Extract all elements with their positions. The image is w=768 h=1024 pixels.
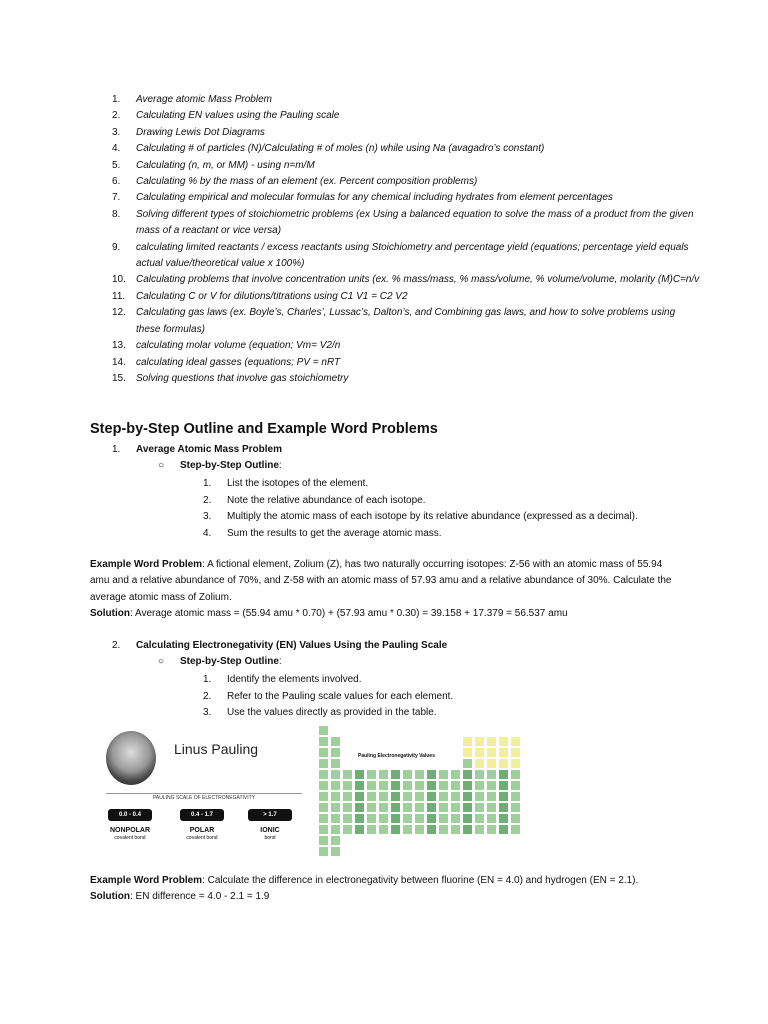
item-text: Average atomic Mass Problem — [136, 94, 272, 105]
table-cell — [510, 736, 521, 747]
outline-colon: : — [278, 656, 282, 667]
table-cell — [474, 824, 485, 835]
item-number: 2. — [203, 494, 212, 506]
table-cell — [366, 791, 377, 802]
table-cell — [390, 791, 401, 802]
item-number: 10. — [112, 274, 126, 286]
table-cell — [414, 769, 425, 780]
table-cell — [402, 791, 413, 802]
table-cell — [462, 758, 473, 769]
table-cell — [318, 813, 329, 824]
table-cell — [426, 791, 437, 802]
topic-item — [112, 190, 702, 206]
example-label: Example Word Problem — [90, 875, 203, 886]
table-cell — [366, 769, 377, 780]
item-number: 13. — [112, 340, 126, 352]
bond-range: > 1.7 — [248, 809, 292, 821]
item-number: 2. — [112, 110, 121, 122]
table-cell — [510, 747, 521, 758]
item-text: Identify the elements involved. — [227, 674, 362, 685]
table-cell — [510, 824, 521, 835]
example-text: : A fictional element, Zolium (Z), has two naturally occurring isotopes: Z-56 with an atomic mass of 55.94 amu and a relative abundance of 70%, and Z-58 with an atomic mass of 57.93 amu and a relative abundance of 30%. Calculate the average atomic mass of Zolium. — [90, 559, 672, 603]
table-cell — [510, 802, 521, 813]
table-cell — [342, 769, 353, 780]
item-text: Note the relative abundance of each isotope. — [227, 494, 426, 506]
table-cell — [342, 802, 353, 813]
table-cell — [330, 824, 341, 835]
section-2-title — [112, 640, 447, 651]
table-cell — [354, 780, 365, 791]
outline-label-text: Step-by-Step Outline — [180, 460, 279, 471]
table-cell — [498, 824, 509, 835]
item-text: Calculating % by the mass of an element (ex. Percent composition problems) — [136, 176, 478, 188]
item-number: 6. — [112, 176, 121, 188]
table-cell — [498, 736, 509, 747]
table-cell — [330, 791, 341, 802]
bond-ionic — [248, 809, 292, 841]
item-number: 5. — [112, 159, 121, 171]
table-cell — [378, 780, 389, 791]
table-cell — [498, 802, 509, 813]
topic-item — [112, 338, 702, 354]
bond-sub: bond — [264, 835, 276, 841]
topic-item — [112, 125, 702, 141]
table-cell — [330, 802, 341, 813]
item-number: 3. — [203, 511, 212, 523]
table-cell — [390, 802, 401, 813]
table-cell — [486, 769, 497, 780]
section-2-title-text: Calculating Electronegativity (EN) Values Using the Pauling Scale — [136, 640, 448, 651]
table-cell — [426, 813, 437, 824]
item-number: 14. — [112, 356, 126, 368]
table-cell — [378, 791, 389, 802]
section-2-solution — [90, 889, 680, 905]
item-text: calculating ideal gasses (equations; PV = nRT — [136, 356, 341, 368]
item-number: 1. — [203, 674, 212, 685]
item-number: 4. — [112, 143, 121, 155]
item-text: Multiply the atomic mass of each isotope by its relative abundance (expressed as a decimal). — [227, 511, 638, 523]
table-cell — [342, 813, 353, 824]
table-cell — [366, 813, 377, 824]
table-cell — [498, 769, 509, 780]
table-cell — [366, 780, 377, 791]
item-number: 15. — [112, 372, 126, 384]
table-cell — [450, 780, 461, 791]
table-cell — [486, 736, 497, 747]
table-cell — [402, 802, 413, 813]
bond-label: POLAR — [189, 827, 215, 834]
table-cell — [414, 824, 425, 835]
topic-item — [112, 289, 702, 305]
table-cell — [330, 736, 341, 747]
table-cell — [426, 802, 437, 813]
table-cell — [318, 747, 329, 758]
table-cell — [498, 791, 509, 802]
item-text: Calculating EN values using the Pauling scale — [136, 110, 340, 122]
item-number: 4. — [203, 527, 212, 539]
topic-item — [112, 92, 702, 108]
table-cell — [450, 802, 461, 813]
section-1-solution — [90, 606, 680, 622]
topic-item — [112, 158, 702, 174]
table-cell — [498, 813, 509, 824]
table-cell — [378, 802, 389, 813]
item-text: calculating limited reactants / excess reactants using Stoichiometry and percentage yield (equations; percentage yield equals actual value/theoretical value x 100%) — [136, 241, 689, 270]
section-2-steps — [203, 672, 453, 722]
table-cell — [414, 780, 425, 791]
table-cell — [486, 780, 497, 791]
table-cell — [474, 747, 485, 758]
table-cell — [510, 813, 521, 824]
topic-item — [112, 174, 702, 190]
solution-text: : EN difference = 4.0 - 2.1 = 1.9 — [130, 891, 270, 902]
table-cell — [318, 725, 329, 736]
table-cell — [390, 769, 401, 780]
step-item — [203, 705, 453, 722]
outline-colon: : — [278, 460, 282, 471]
item-text: calculating molar volume (equation; Vm= V2/n — [136, 340, 341, 352]
solution-label: Solution — [90, 608, 130, 619]
item-text: Solving questions that involve gas stoichiometry — [136, 372, 349, 384]
table-cell — [354, 813, 365, 824]
table-cell — [330, 758, 341, 769]
table-cell — [486, 802, 497, 813]
bond-range: 0.4 - 1.7 — [180, 809, 224, 821]
table-cell — [378, 813, 389, 824]
table-cell — [342, 824, 353, 835]
pauling-figure — [92, 725, 532, 853]
table-cell — [474, 813, 485, 824]
table-cell — [486, 758, 497, 769]
pauling-name: Linus Pauling — [174, 741, 259, 757]
table-cell — [462, 824, 473, 835]
section-2-number: 2. — [112, 640, 121, 651]
section-1-steps — [203, 476, 638, 542]
table-cell — [390, 780, 401, 791]
table-cell — [402, 769, 413, 780]
item-number: 2. — [203, 690, 212, 702]
bond-sub: covalent bond — [114, 835, 146, 841]
table-cell — [438, 824, 449, 835]
table-cell — [354, 802, 365, 813]
table-cell — [318, 780, 329, 791]
table-cell — [438, 769, 449, 780]
table-cell — [510, 791, 521, 802]
example-label: Example Word Problem — [90, 559, 203, 570]
table-title: Pauling Electronegativity Values — [358, 753, 435, 759]
table-cell — [330, 769, 341, 780]
table-cell — [510, 758, 521, 769]
table-cell — [330, 835, 341, 846]
table-cell — [402, 780, 413, 791]
step-item — [203, 509, 638, 526]
table-cell — [462, 791, 473, 802]
table-cell — [342, 780, 353, 791]
item-number: 1. — [203, 478, 212, 489]
item-number: 12. — [112, 307, 126, 319]
table-cell — [474, 791, 485, 802]
table-cell — [474, 736, 485, 747]
bond-label: NONPOLAR — [109, 827, 151, 834]
item-text: Drawing Lewis Dot Diagrams — [136, 126, 265, 138]
table-cell — [414, 802, 425, 813]
item-number: 3. — [203, 707, 212, 719]
table-cell — [318, 736, 329, 747]
item-number: 11. — [112, 290, 126, 302]
table-cell — [330, 846, 341, 857]
table-cell — [414, 791, 425, 802]
item-text: Calculating # of particles (N)/Calculating # of moles (n) while using Na (avagadro’s constant) — [136, 143, 545, 155]
table-cell — [402, 824, 413, 835]
table-cell — [366, 824, 377, 835]
table-cell — [426, 769, 437, 780]
item-text: Calculating empirical and molecular formulas for any chemical including hydrates from element percentages — [136, 192, 613, 204]
topic-item — [112, 141, 702, 157]
item-number: 3. — [112, 126, 121, 138]
bond-range: 0.0 - 0.4 — [108, 809, 152, 821]
example-text: : Calculate the difference in electronegativity between fluorine (EN = 4.0) and hydrogen (EN = 2.1). — [202, 875, 639, 886]
table-cell — [318, 769, 329, 780]
bullet-circle-icon: ○ — [158, 460, 165, 471]
item-number: 7. — [112, 192, 121, 204]
table-cell — [354, 769, 365, 780]
section-2-example — [90, 873, 680, 889]
table-cell — [498, 758, 509, 769]
pauling-card — [92, 725, 304, 853]
section-1-title — [112, 444, 282, 455]
table-cell — [366, 802, 377, 813]
table-cell — [438, 780, 449, 791]
table-cell — [318, 791, 329, 802]
section-1-example — [90, 557, 680, 606]
table-cell — [402, 813, 413, 824]
step-item — [203, 493, 638, 510]
topic-list — [112, 92, 702, 387]
step-item — [203, 526, 638, 543]
item-text: Solving different types of stoichiometric problems (ex Using a balanced equation to solve the mass of a product from the given mass of a reactant or vice versa) — [136, 208, 694, 237]
topic-item — [112, 272, 702, 288]
bond-polar — [180, 809, 224, 841]
table-cell — [462, 813, 473, 824]
table-cell — [390, 813, 401, 824]
table-cell — [354, 824, 365, 835]
section-2-outline-label — [158, 656, 282, 667]
table-cell — [486, 791, 497, 802]
periodic-table-image — [318, 725, 532, 853]
table-cell — [450, 791, 461, 802]
item-text: Calculating problems that involve concentration units (ex. % mass/mass, % mass/volume, % volume/volume, molarity (M)C=n/v — [136, 274, 700, 286]
table-cell — [318, 758, 329, 769]
item-text: List the isotopes of the element. — [227, 478, 369, 489]
table-cell — [414, 813, 425, 824]
table-cell — [438, 791, 449, 802]
table-cell — [498, 780, 509, 791]
table-cell — [330, 747, 341, 758]
table-cell — [474, 780, 485, 791]
topic-item — [112, 305, 702, 338]
topic-item — [112, 371, 702, 387]
table-cell — [438, 802, 449, 813]
table-cell — [462, 747, 473, 758]
table-cell — [450, 813, 461, 824]
table-cell — [330, 813, 341, 824]
outline-label-text: Step-by-Step Outline — [180, 656, 279, 667]
table-cell — [318, 835, 329, 846]
table-cell — [510, 780, 521, 791]
portrait-image — [106, 731, 156, 785]
table-cell — [486, 747, 497, 758]
table-cell — [450, 769, 461, 780]
section-1-outline-label — [158, 460, 282, 471]
bond-label: IONIC — [260, 827, 280, 834]
table-cell — [462, 802, 473, 813]
table-cell — [390, 824, 401, 835]
table-cell — [330, 780, 341, 791]
section-1-number: 1. — [112, 444, 121, 455]
bond-nonpolar — [108, 809, 152, 841]
item-text: Calculating C or V for dilutions/titrations using C1 V1 = C2 V2 — [136, 290, 408, 302]
topic-item — [112, 108, 702, 124]
item-text: Calculating gas laws (ex. Boyle’s, Charles’, Lussac’s, Dalton’s, and Combining gas laws, and how to solve problems using these formulas) — [136, 307, 676, 335]
scale-title: PAULING SCALE OF ELECTRONEGATIVITY — [152, 795, 256, 801]
solution-text: : Average atomic mass = (55.94 amu * 0.70) + (57.93 amu * 0.30) = 39.158 + 17.379 = 56.537 amu — [130, 608, 568, 619]
topic-item — [112, 355, 702, 371]
item-number: 1. — [112, 94, 121, 105]
table-cell — [354, 791, 365, 802]
table-cell — [342, 791, 353, 802]
table-cell — [318, 846, 329, 857]
table-cell — [510, 769, 521, 780]
item-number: 9. — [112, 241, 121, 253]
solution-label: Solution — [90, 891, 130, 902]
table-cell — [450, 824, 461, 835]
table-cell — [462, 769, 473, 780]
table-cell — [474, 758, 485, 769]
item-number: 8. — [112, 208, 121, 220]
bullet-circle-icon: ○ — [158, 656, 165, 667]
item-text: Sum the results to get the average atomic mass. — [227, 527, 442, 539]
item-text: Use the values directly as provided in the table. — [227, 707, 437, 719]
step-item — [203, 476, 638, 493]
table-cell — [426, 824, 437, 835]
section-1-title-text: Average Atomic Mass Problem — [136, 444, 282, 455]
table-cell — [462, 780, 473, 791]
divider — [106, 793, 302, 794]
step-item — [203, 689, 453, 706]
section-heading: Step-by-Step Outline and Example Word Problems — [90, 421, 438, 437]
topic-item — [112, 207, 702, 240]
table-cell — [462, 736, 473, 747]
table-cell — [474, 769, 485, 780]
table-cell — [318, 824, 329, 835]
table-cell — [498, 747, 509, 758]
step-item — [203, 672, 453, 689]
table-cell — [438, 813, 449, 824]
topic-item — [112, 240, 702, 273]
item-text: Calculating (n, m, or MM) - using n=m/M — [136, 159, 315, 171]
bond-sub: covalent bond — [186, 835, 218, 841]
table-cell — [378, 824, 389, 835]
table-cell — [486, 824, 497, 835]
table-cell — [426, 780, 437, 791]
item-text: Refer to the Pauling scale values for each element. — [227, 690, 454, 702]
table-cell — [486, 813, 497, 824]
table-cell — [474, 802, 485, 813]
table-cell — [318, 802, 329, 813]
table-cell — [378, 769, 389, 780]
